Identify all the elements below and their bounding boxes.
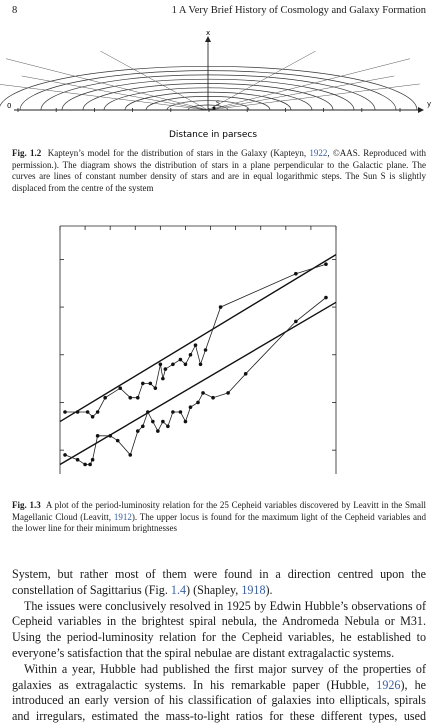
y-axis-arrow-icon bbox=[418, 107, 424, 113]
maximum-light-point bbox=[179, 358, 183, 362]
minimum-light-point bbox=[161, 420, 165, 424]
maximum-light-point bbox=[154, 386, 158, 390]
maximum-light-point bbox=[184, 363, 188, 367]
maximum-light-point bbox=[199, 363, 203, 367]
minimum-light-point bbox=[63, 453, 67, 457]
paragraph-1-text-c: ). bbox=[265, 582, 273, 597]
minimum-light-point bbox=[201, 391, 205, 395]
minimum-light-point bbox=[171, 410, 175, 414]
minimum-light-point bbox=[141, 425, 145, 429]
origin-label: 0 bbox=[7, 102, 12, 110]
maximum-light-series-line bbox=[65, 264, 326, 417]
running-title: 1 A Very Brief History of Cosmology and Galaxy Formation bbox=[171, 5, 426, 16]
fig-1-2-caption-ref[interactable]: 1922 bbox=[309, 148, 328, 158]
maximum-light-point bbox=[141, 382, 145, 386]
fig-1-3-caption-text-2: ). The upper locus is found for the maximum light of the Cepheid variables and the lower line for their minimum brightnesses bbox=[12, 511, 426, 533]
minimum-light-point bbox=[136, 429, 140, 433]
minimum-light-fit-line bbox=[60, 302, 336, 464]
sun-label: S bbox=[216, 100, 220, 107]
minimum-light-point bbox=[184, 420, 188, 424]
hubble-1926-link[interactable]: 1926 bbox=[376, 677, 401, 692]
shapley-1918-link[interactable]: 1918 bbox=[241, 582, 266, 597]
fig-1-4-link[interactable]: 1.4 bbox=[170, 582, 187, 597]
minimum-light-series-line bbox=[65, 298, 326, 465]
page-header bbox=[0, 5, 438, 19]
maximum-light-point bbox=[91, 415, 95, 419]
fig-1-2-caption-label: Fig. 1.2 bbox=[12, 148, 42, 158]
period-luminosity-chart bbox=[0, 204, 438, 496]
page-number: 8 bbox=[12, 5, 18, 16]
maximum-light-point bbox=[171, 363, 175, 367]
minimum-light-point bbox=[91, 458, 95, 462]
fig-1-3-caption-text-1: A plot of the period-luminosity relation for the 25 Cepheid variables discovered by Leavitt in the Small Magellanic Cloud (Leavitt, bbox=[12, 500, 426, 522]
minimum-light-point bbox=[196, 401, 200, 405]
minimum-light-point bbox=[116, 439, 120, 443]
leavitt-figure bbox=[0, 204, 438, 496]
minimum-light-point bbox=[151, 420, 155, 424]
paragraph-1 bbox=[12, 567, 426, 599]
maximum-light-point bbox=[189, 353, 193, 357]
maximum-light-point bbox=[219, 305, 223, 309]
minimum-light-point bbox=[166, 425, 170, 429]
paragraph-2: The issues were conclusively resolved in 1925 by Edwin Hubble’s observations of Cepheid variables in the brightest spiral nebula, the Andromeda Nebula or M31. Using the period-luminosity relation for the Cepheid variables, he established to everyone’s satisfaction that the spiral nebulae are distant extragalactic systems. bbox=[12, 598, 426, 660]
maximum-light-point bbox=[86, 410, 90, 414]
maximum-light-point bbox=[194, 343, 198, 347]
maximum-light-point bbox=[118, 386, 122, 390]
paragraph-1-text-a: System, but rather most of them were found in a direction centred upon the constellation of Sagittarius (Fig. bbox=[12, 567, 426, 597]
y-axis-label: y bbox=[427, 100, 432, 108]
minimum-light-point bbox=[324, 296, 328, 300]
kapteyn-xlabel: Distance in parsecs bbox=[168, 130, 258, 140]
x-axis-label: x bbox=[206, 29, 211, 37]
maximum-light-point bbox=[63, 410, 67, 414]
kapteyn-figure bbox=[0, 24, 438, 142]
minimum-light-point bbox=[179, 410, 183, 414]
maximum-light-point bbox=[164, 367, 168, 371]
fig-1-2-caption-text-1: Kapteyn’s model for the distribution of stars in the Galaxy (Kapteyn, bbox=[47, 148, 310, 158]
maximum-light-point bbox=[103, 396, 107, 400]
maximum-light-point bbox=[161, 377, 165, 381]
maximum-light-point bbox=[96, 410, 100, 414]
maximum-light-point bbox=[294, 272, 298, 276]
maximum-light-point bbox=[136, 396, 140, 400]
latitude-ray bbox=[208, 84, 420, 110]
paragraph-3-text-b: ), he introduced an early version of his classification of galaxies into ellipticals, spirals and irregulars, estimated the mass-to-light ratios for these different types, used bbox=[12, 677, 426, 724]
minimum-light-point bbox=[108, 434, 112, 438]
maximum-light-point bbox=[324, 262, 328, 266]
fig-1-3-caption-ref[interactable]: 1912 bbox=[113, 511, 132, 522]
maximum-light-point bbox=[159, 363, 163, 367]
kapteyn-diagram bbox=[0, 24, 438, 142]
minimum-light-point bbox=[211, 396, 215, 400]
minimum-light-point bbox=[76, 458, 80, 462]
fig-1-2-caption-text-2: , ©AAS. Reproduced with permission.). The diagram shows the distribution of stars in a plane perpendicular to the Galactic plane. The curves are lines of constant number density of stars and are in equal logarithmic steps. The Sun S is slightly displaced from the centre of the system bbox=[12, 148, 427, 193]
maximum-light-point bbox=[76, 410, 80, 414]
minimum-light-point bbox=[226, 391, 230, 395]
minimum-light-point bbox=[156, 429, 160, 433]
minimum-light-point bbox=[146, 410, 150, 414]
minimum-light-point bbox=[244, 372, 248, 376]
maximum-light-point bbox=[149, 382, 153, 386]
paragraph-1-text-b: ) (Shapley, bbox=[186, 582, 242, 597]
minimum-light-point bbox=[96, 434, 100, 438]
fig-1-2-caption bbox=[12, 148, 426, 194]
minimum-light-point bbox=[128, 453, 132, 457]
minimum-light-point bbox=[294, 320, 298, 324]
maximum-light-point bbox=[204, 348, 208, 352]
paragraph-3 bbox=[12, 662, 426, 725]
body-text bbox=[12, 567, 426, 725]
maximum-light-point bbox=[128, 396, 132, 400]
fig-1-3-caption bbox=[12, 500, 426, 535]
minimum-light-point bbox=[83, 463, 87, 467]
minimum-light-point bbox=[189, 405, 193, 409]
fig-1-3-caption-label: Fig. 1.3 bbox=[12, 500, 41, 510]
minimum-light-point bbox=[88, 463, 92, 467]
maximum-light-fit-line bbox=[60, 255, 336, 422]
paragraph-3-text-a: Within a year, Hubble had published the first major survey of the properties of galaxies as extragalactic systems. In his remarkable paper (Hubble, bbox=[12, 661, 426, 692]
